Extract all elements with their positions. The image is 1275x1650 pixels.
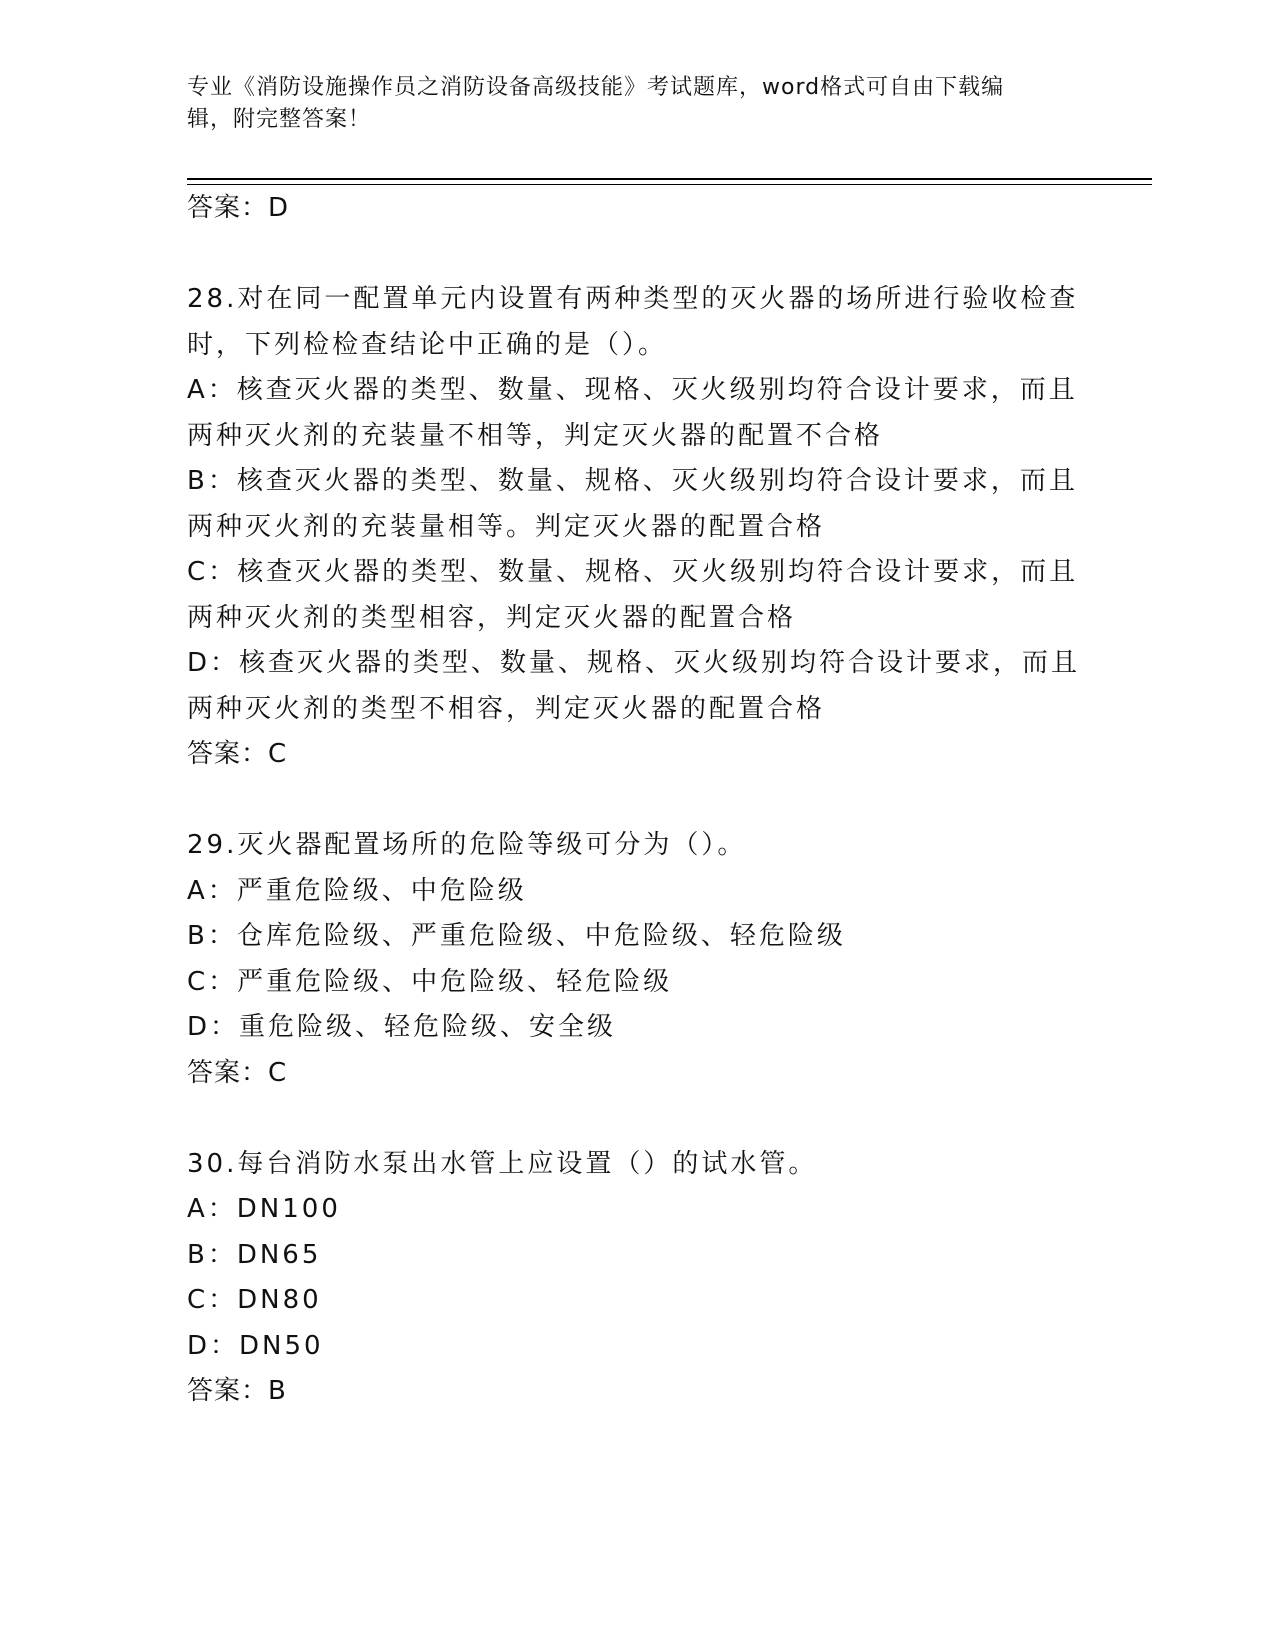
spacer xyxy=(187,1096,1087,1142)
header-divider-thin xyxy=(187,184,1152,185)
question-30 xyxy=(187,1142,1087,1415)
option-d: D：核查灭火器的类型、数量、规格、灭火级别均符合设计要求，而且 xyxy=(187,648,1081,678)
document-header xyxy=(187,72,1087,136)
answer: 答案：B xyxy=(187,1376,287,1406)
spacer xyxy=(187,232,1087,278)
option-a: A：DN100 xyxy=(187,1194,341,1224)
option-b: 两种灭火剂的充装量相等。判定灭火器的配置合格 xyxy=(187,511,826,542)
question-29 xyxy=(187,823,1087,1096)
option-c: C：DN80 xyxy=(187,1285,322,1315)
option-c: 两种灭火剂的类型相容，判定灭火器的配置合格 xyxy=(187,602,797,633)
question-stem: 28.对在同一配置单元内设置有两种类型的灭火器的场所进行验收检查 xyxy=(187,284,1079,314)
option-d: D：DN50 xyxy=(187,1330,324,1361)
answer: 答案：C xyxy=(187,739,288,769)
option-a: 两种灭火剂的充装量不相等，判定灭火器的配置不合格 xyxy=(187,420,884,451)
answer: 答案：C xyxy=(187,1057,288,1088)
header-line-1: 专业《消防设施操作员之消防设备高级技能》考试题库，word格式可自由下载编 xyxy=(187,75,1005,100)
option-b: B：DN65 xyxy=(187,1239,322,1270)
option-c: C：核查灭火器的类型、数量、规格、灭火级别均符合设计要求，而且 xyxy=(187,557,1079,587)
question-stem: 时，下列检检查结论中正确的是（）。 xyxy=(187,329,668,360)
option-d: 两种灭火剂的类型不相容，判定灭火器的配置合格 xyxy=(187,693,826,724)
option-b: B：仓库危险级、严重危险级、中危险级、轻危险级 xyxy=(187,921,846,951)
question-stem: 30.每台消防水泵出水管上应设置（）的试水管。 xyxy=(187,1148,818,1179)
option-a: A：严重危险级、中危险级 xyxy=(187,875,527,906)
previous-answer: 答案：D xyxy=(187,193,290,223)
option-c: C：严重危险级、中危险级、轻危险级 xyxy=(187,966,673,997)
header-line-2: 辑，附完整答案！ xyxy=(187,107,372,132)
spacer xyxy=(187,778,1087,824)
question-stem: 29.灭火器配置场所的危险等级可分为（）。 xyxy=(187,830,747,860)
question-28 xyxy=(187,277,1087,778)
header-divider-thick xyxy=(187,178,1152,180)
option-b: B：核查灭火器的类型、数量、规格、灭火级别均符合设计要求，而且 xyxy=(187,466,1078,496)
option-d: D：重危险级、轻危险级、安全级 xyxy=(187,1012,617,1042)
question-list xyxy=(187,186,1087,1415)
option-a: A：核查灭火器的类型、数量、现格、灭火级别均符合设计要求，而且 xyxy=(187,375,1078,405)
